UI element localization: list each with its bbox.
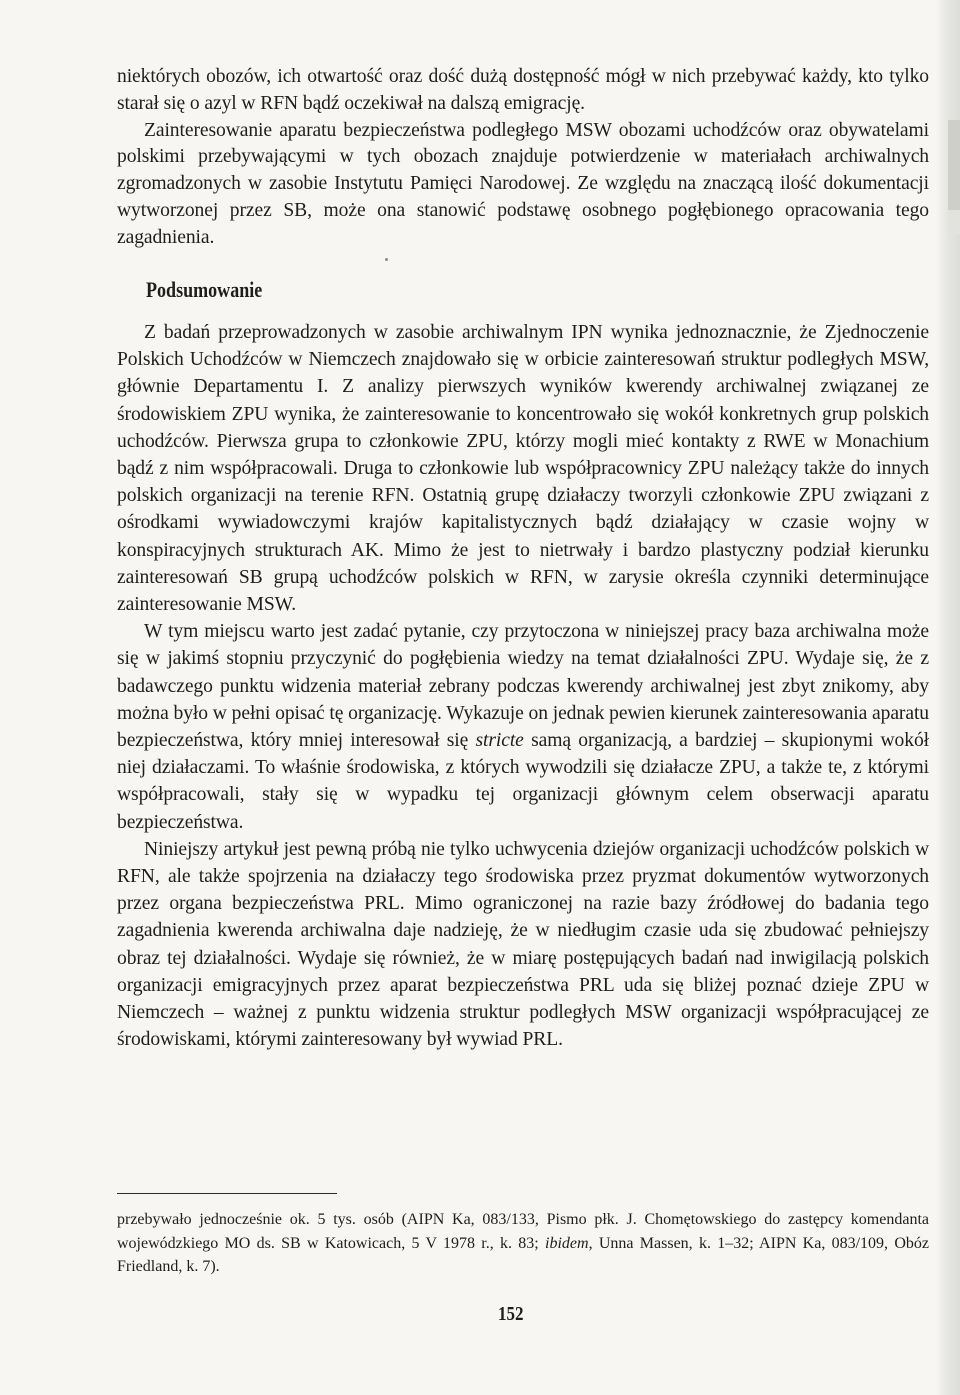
section-heading: Podsumowanie [146,277,263,302]
summary-text: samą organizacją, a bardziej – skupionymi wokół niej działaczami. To właśnie środowiska, z których wywodzili się działacze ZPU, a także te, z którymi współpracowali, stały się w wypadku tej organizacji głównym celem obserwacji aparatu bezpieczeństwa. [117,730,929,833]
footnote-italic: ibidem [545,1234,589,1252]
intro-paragraph: niektórych obozów, ich otwartość oraz dość dużą dostępność mógł w nich przebywać każdy, kto tylko starał się o azyl w RFN bądź oczekiwał na dalszą emigrację. [117,66,929,114]
footnote [117,1208,929,1279]
edge-mark [948,120,960,210]
footnote-text: , Unna Massen, k. 1–32; AIPN Ka, 083/109, Obóz Friedland, k. 7). [117,1234,929,1275]
footnote-text: przebywało jednocześnie ok. 5 tys. osób (AIPN Ka, 083/133, Pismo płk. J. Chomętowskiego do zastępcy komendanta wojewódzkiego MO ds. SB w Katowicach, 5 V 1978 r., k. 83; [117,1211,929,1252]
page-number: 152 [498,1303,524,1325]
edge-mark [948,210,960,234]
summary-paragraph [117,618,929,836]
summary-paragraph: Z badań przeprowadzonych w zasobie archiwalnym IPN wynika jednoznacznie, że Zjednoczenie Polskich Uchodźców w Niemczech znajdowało się w orbicie zainteresowań struktur podległych MSW, głównie Departamentu I. Z analizy pierwszych wyników kwerendy archiwalnej związanej ze środowiskiem ZPU wynika, że zainteresowanie to koncentrowało się wokół konkretnych grup polskich uchodźców. Pierwsza grupa to członkowie ZPU, którzy mogli mieć kontakty z RWE w Monachium bądź z nim współpracowali. Druga to członkowie lub współpracownicy ZPU należący także do innych polskich organizacji na terenie RFN. Ostatnią grupę działaczy tworzyli członkowie ZPU związani z ośrodkami wywiadowczymi krajów kapitalistycznych bądź działający w czasie wojny w konspiracyjnych strukturach AK. Mimo że jest to nietrwały i bardzo plastyczny podział kierunku zainteresowań SB grupą uchodźców polskich w RFN, w zarysie określa czynniki determinujące zainteresowanie MSW. [117,322,929,616]
summary-paragraph: Niniejszy artykuł jest pewną próbą nie tylko uchwycenia dziejów organizacji uchodźców polskich w RFN, ale także spojrzenia na działaczy tego środowiska przez pryzmat dokumentów wytworzonych przez organa bezpieczeństwa PRL. Mimo ograniczonej na razie bazy źródłowej do badania tego zagadnienia kwerenda archiwalna daje nadzieję, że w niedługim czasie uda się zbudować pełniejszy obraz tej działalności. Wydaje się również, że w miarę postępujących badań nad inwigilacją polskich organizacji emigracyjnych przez aparat bezpieczeństwa PRL uda się bliżej poznać dzieje ZPU w Niemczech – ważnej z punktu widzenia struktur podległych MSW organizacji współpracującej ze środowiskami, którymi zainteresowany był wywiad PRL. [117,838,929,1051]
summary-section [117,319,929,1053]
italic-term: stricte [475,730,524,752]
intro-text [117,64,929,252]
speck [385,258,388,261]
footnote-separator [117,1193,337,1194]
intro-paragraph: Zainteresowanie aparatu bezpieczeństwa podległego MSW obozami uchodźców oraz obywatelami polskimi przebywającymi w tych obozach znajduje potwierdzenie w materiałach archiwalnych zgromadzonych w zasobie Instytutu Pamięci Narodowej. Ze względu na znaczącą ilość dokumentacji wytworzonej przez SB, może ona stanowić podstawę osobnego pogłębionego opracowania tego zagadnienia. [117,119,929,248]
summary-text: W tym miejscu warto jest zadać pytanie, czy przytoczona w niniejszej pracy baza archiwalna może się w jakimś stopniu przyczynić do pogłębienia wiedzy na temat działalności ZPU. Wydaje się, że z badawczego punktu widzenia materiał zebrany podczas kwerendy archiwalnej jest zbyt znikomy, aby można było w pełni opisać tę organizację. Wykazuje on jednak pewien kierunek zainteresowania aparatu bezpieczeństwa, który mniej interesował się [117,621,929,752]
